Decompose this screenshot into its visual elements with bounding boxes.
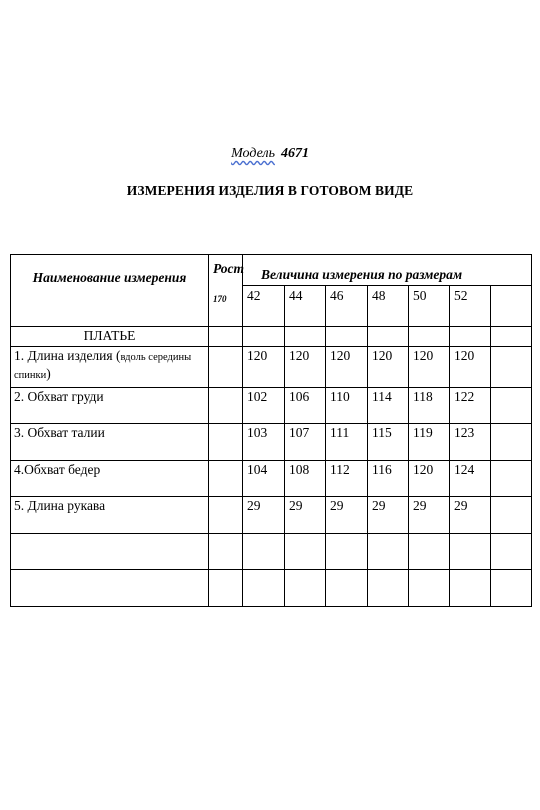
empty-cell	[285, 570, 326, 607]
model-label: Модель	[231, 146, 275, 161]
value-cell: 123	[450, 424, 491, 461]
value-cell: 107	[285, 424, 326, 461]
empty-cell	[11, 534, 209, 570]
value-cell: 120	[409, 461, 450, 497]
value-cell: 118	[409, 388, 450, 424]
value-cell: 29	[285, 497, 326, 534]
size-cell: 46	[326, 286, 368, 327]
empty-cell	[209, 534, 243, 570]
empty-cell	[450, 534, 491, 570]
value-cell: 112	[326, 461, 368, 497]
empty-row	[11, 534, 532, 570]
empty-cell	[450, 570, 491, 607]
empty-cell	[450, 327, 491, 347]
empty-cell	[243, 327, 285, 347]
empty-cell	[368, 570, 409, 607]
empty-cell	[368, 534, 409, 570]
value-cell: 114	[368, 388, 409, 424]
table-row	[11, 424, 532, 461]
empty-cell	[491, 327, 532, 347]
row-label-note: вдоль середины спинки	[14, 352, 192, 381]
value-cell: 102	[243, 388, 285, 424]
row-label: 4.Обхват бедер	[11, 461, 209, 497]
height-header-label: Рост	[213, 261, 245, 276]
header-row	[11, 255, 532, 286]
model-line	[0, 146, 540, 162]
empty-cell	[326, 570, 368, 607]
value-cell: 120	[243, 347, 285, 388]
size-cell: 44	[285, 286, 326, 327]
empty-cell	[285, 534, 326, 570]
value-cell: 124	[450, 461, 491, 497]
column-header-sizes: Величина измерения по размерам	[243, 255, 532, 286]
section-title: ПЛАТЬЕ	[11, 327, 209, 347]
value-cell: 111	[326, 424, 368, 461]
value-cell: 120	[409, 347, 450, 388]
column-header-height	[209, 255, 243, 327]
size-cell: 48	[368, 286, 409, 327]
value-cell: 120	[368, 347, 409, 388]
section-row	[11, 327, 532, 347]
empty-cell	[209, 327, 243, 347]
empty-cell	[11, 570, 209, 607]
value-cell: 119	[409, 424, 450, 461]
empty-cell	[209, 461, 243, 497]
empty-cell	[491, 461, 532, 497]
empty-cell	[491, 286, 532, 327]
size-cell: 50	[409, 286, 450, 327]
table-row	[11, 497, 532, 534]
value-cell: 122	[450, 388, 491, 424]
empty-cell	[209, 570, 243, 607]
empty-cell	[409, 570, 450, 607]
empty-cell	[491, 570, 532, 607]
empty-cell	[285, 327, 326, 347]
row-label-text: 1. Длина изделия (	[14, 348, 121, 363]
size-cell: 52	[450, 286, 491, 327]
value-cell: 29	[450, 497, 491, 534]
value-cell: 120	[326, 347, 368, 388]
row-label: 5. Длина рукава	[11, 497, 209, 534]
height-value: 170	[213, 294, 227, 304]
empty-cell	[491, 347, 532, 388]
empty-cell	[243, 534, 285, 570]
empty-cell	[326, 534, 368, 570]
row-label: 2. Обхват груди	[11, 388, 209, 424]
value-cell: 106	[285, 388, 326, 424]
empty-row	[11, 570, 532, 607]
value-cell: 103	[243, 424, 285, 461]
model-number: 4671	[280, 146, 309, 161]
value-cell: 120	[450, 347, 491, 388]
empty-cell	[243, 570, 285, 607]
empty-cell	[209, 388, 243, 424]
value-cell: 29	[409, 497, 450, 534]
empty-cell	[491, 497, 532, 534]
table-row	[11, 347, 532, 388]
document-title: ИЗМЕРЕНИЯ ИЗДЕЛИЯ В ГОТОВОМ ВИДЕ	[126, 183, 414, 198]
empty-cell	[209, 497, 243, 534]
row-label-end: )	[46, 366, 51, 381]
measurements-table	[10, 254, 532, 607]
value-cell: 110	[326, 388, 368, 424]
value-cell: 104	[243, 461, 285, 497]
table-row	[11, 461, 532, 497]
empty-cell	[409, 534, 450, 570]
value-cell: 116	[368, 461, 409, 497]
table-row	[11, 388, 532, 424]
empty-cell	[209, 424, 243, 461]
row-label	[11, 347, 209, 388]
value-cell: 29	[243, 497, 285, 534]
value-cell: 29	[368, 497, 409, 534]
value-cell: 120	[285, 347, 326, 388]
empty-cell	[491, 424, 532, 461]
value-cell: 29	[326, 497, 368, 534]
value-cell: 108	[285, 461, 326, 497]
empty-cell	[491, 388, 532, 424]
column-header-name: Наименование измерения	[11, 255, 209, 327]
empty-cell	[209, 347, 243, 388]
size-cell: 42	[243, 286, 285, 327]
value-cell: 115	[368, 424, 409, 461]
empty-cell	[368, 327, 409, 347]
empty-cell	[326, 327, 368, 347]
empty-cell	[409, 327, 450, 347]
empty-cell	[491, 534, 532, 570]
row-label: 3. Обхват талии	[11, 424, 209, 461]
